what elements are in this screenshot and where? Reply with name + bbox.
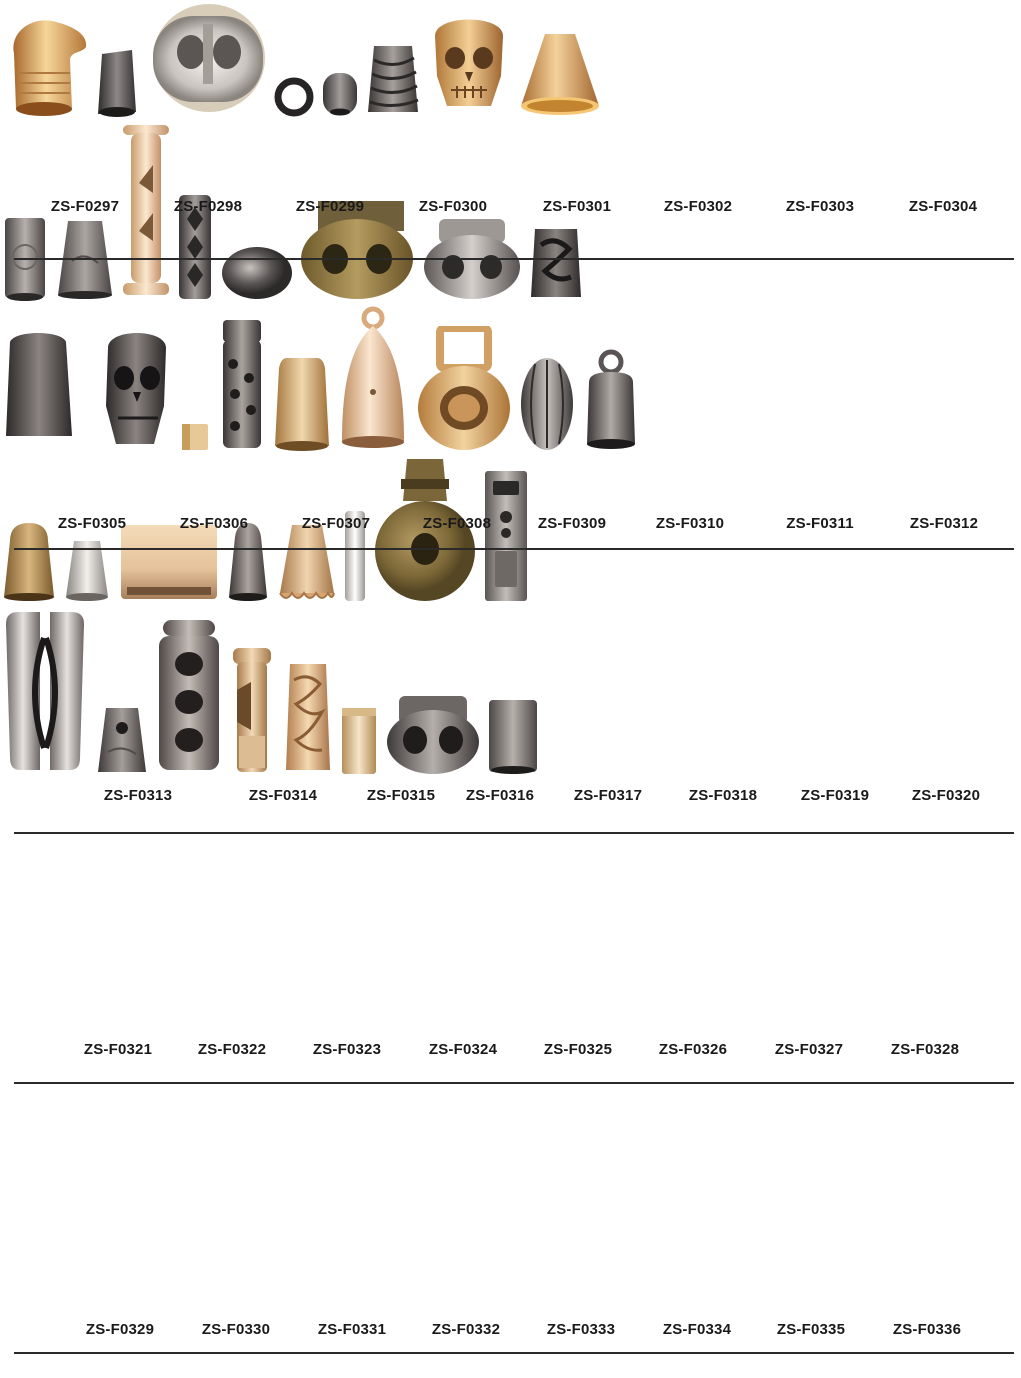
product-code: ZS-F0310 bbox=[655, 515, 725, 532]
product-code: ZS-F0302 bbox=[663, 198, 733, 215]
product-image-zs-f0329[interactable] bbox=[0, 608, 90, 776]
product-image-zs-f0299[interactable] bbox=[147, 0, 269, 118]
product-image-zs-f0322[interactable] bbox=[62, 537, 112, 603]
product-code: ZS-F0314 bbox=[248, 787, 318, 804]
product-image-zs-f0304[interactable] bbox=[515, 28, 605, 118]
product-code: ZS-F0327 bbox=[774, 1041, 844, 1058]
product-code: ZS-F0329 bbox=[85, 1321, 155, 1338]
product-image-zs-f0323[interactable] bbox=[117, 523, 221, 603]
product-code: ZS-F0326 bbox=[658, 1041, 728, 1058]
product-code: ZS-F0298 bbox=[173, 198, 243, 215]
product-image-zs-f0316[interactable] bbox=[273, 354, 331, 452]
product-code: ZS-F0308 bbox=[422, 515, 492, 532]
catalog-row-1 bbox=[0, 0, 1021, 123]
product-image-zs-f0335[interactable] bbox=[385, 694, 481, 776]
product-image-zs-f0332[interactable] bbox=[227, 646, 277, 776]
product-code: ZS-F0300 bbox=[418, 198, 488, 215]
product-code: ZS-F0328 bbox=[890, 1041, 960, 1058]
product-code: ZS-F0320 bbox=[911, 787, 981, 804]
product-image-zs-f0307[interactable] bbox=[121, 123, 171, 301]
product-code: ZS-F0304 bbox=[908, 198, 978, 215]
catalog-row-3 bbox=[0, 306, 1021, 457]
product-image-zs-f0300[interactable] bbox=[273, 76, 315, 118]
product-code: ZS-F0333 bbox=[546, 1321, 616, 1338]
product-code: ZS-F0307 bbox=[301, 515, 371, 532]
product-code: ZS-F0319 bbox=[800, 787, 870, 804]
product-image-zs-f0301[interactable] bbox=[320, 70, 360, 118]
product-code: ZS-F0336 bbox=[892, 1321, 962, 1338]
product-image-zs-f0315[interactable] bbox=[215, 318, 269, 452]
product-code: ZS-F0318 bbox=[688, 787, 758, 804]
product-code: ZS-F0332 bbox=[431, 1321, 501, 1338]
product-image-zs-f0303[interactable] bbox=[427, 6, 511, 118]
product-image-zs-f0309[interactable] bbox=[220, 245, 294, 301]
product-image-zs-f0328[interactable] bbox=[481, 469, 531, 603]
row-divider bbox=[14, 258, 1014, 260]
product-code: ZS-F0303 bbox=[785, 198, 855, 215]
product-image-zs-f0336[interactable] bbox=[485, 698, 541, 776]
product-image-zs-f0313[interactable] bbox=[0, 326, 176, 452]
row-divider bbox=[14, 1082, 1014, 1084]
product-image-zs-f0325[interactable] bbox=[276, 523, 338, 603]
product-image-zs-f0317[interactable] bbox=[336, 306, 410, 452]
product-code: ZS-F0299 bbox=[295, 198, 365, 215]
product-code: ZS-F0297 bbox=[50, 198, 120, 215]
product-image-zs-f0318[interactable] bbox=[414, 326, 514, 452]
product-code: ZS-F0322 bbox=[197, 1041, 267, 1058]
product-image-zs-f0314[interactable] bbox=[180, 422, 210, 452]
product-code: ZS-F0335 bbox=[776, 1321, 846, 1338]
product-image-zs-f0297[interactable] bbox=[0, 13, 90, 118]
product-image-zs-f0324[interactable] bbox=[225, 521, 271, 603]
catalog-row-2 bbox=[0, 123, 1021, 306]
product-code: ZS-F0317 bbox=[573, 787, 643, 804]
product-image-zs-f0298[interactable] bbox=[94, 46, 142, 118]
product-code: ZS-F0331 bbox=[317, 1321, 387, 1338]
product-code: ZS-F0309 bbox=[537, 515, 607, 532]
row-divider bbox=[14, 1352, 1014, 1354]
product-code: ZS-F0305 bbox=[57, 515, 127, 532]
product-code: ZS-F0301 bbox=[542, 198, 612, 215]
product-image-zs-f0333[interactable] bbox=[282, 660, 334, 776]
product-code: ZS-F0325 bbox=[543, 1041, 613, 1058]
product-image-zs-f0320[interactable] bbox=[579, 348, 643, 452]
product-image-zs-f0330[interactable] bbox=[94, 704, 150, 776]
product-image-zs-f0321[interactable] bbox=[0, 521, 58, 603]
product-code: ZS-F0324 bbox=[428, 1041, 498, 1058]
product-image-zs-f0319[interactable] bbox=[519, 356, 575, 452]
product-image-zs-f0331[interactable] bbox=[155, 618, 223, 776]
product-image-zs-f0312[interactable] bbox=[527, 225, 585, 301]
product-code: ZS-F0334 bbox=[662, 1321, 732, 1338]
product-code: ZS-F0311 bbox=[786, 515, 854, 532]
product-image-zs-f0302[interactable] bbox=[364, 40, 422, 118]
row-divider bbox=[14, 832, 1014, 834]
product-code: ZS-F0315 bbox=[366, 787, 436, 804]
catalog-row-4 bbox=[0, 457, 1021, 608]
product-code: ZS-F0330 bbox=[201, 1321, 271, 1338]
product-code: ZS-F0323 bbox=[312, 1041, 382, 1058]
product-code: ZS-F0312 bbox=[909, 515, 979, 532]
product-code: ZS-F0313 bbox=[103, 787, 173, 804]
product-code: ZS-F0316 bbox=[465, 787, 535, 804]
product-code: ZS-F0306 bbox=[179, 515, 249, 532]
row-divider bbox=[14, 548, 1014, 550]
catalog-row-5 bbox=[0, 608, 1021, 781]
product-image-zs-f0334[interactable] bbox=[338, 706, 380, 776]
product-code: ZS-F0321 bbox=[83, 1041, 153, 1058]
